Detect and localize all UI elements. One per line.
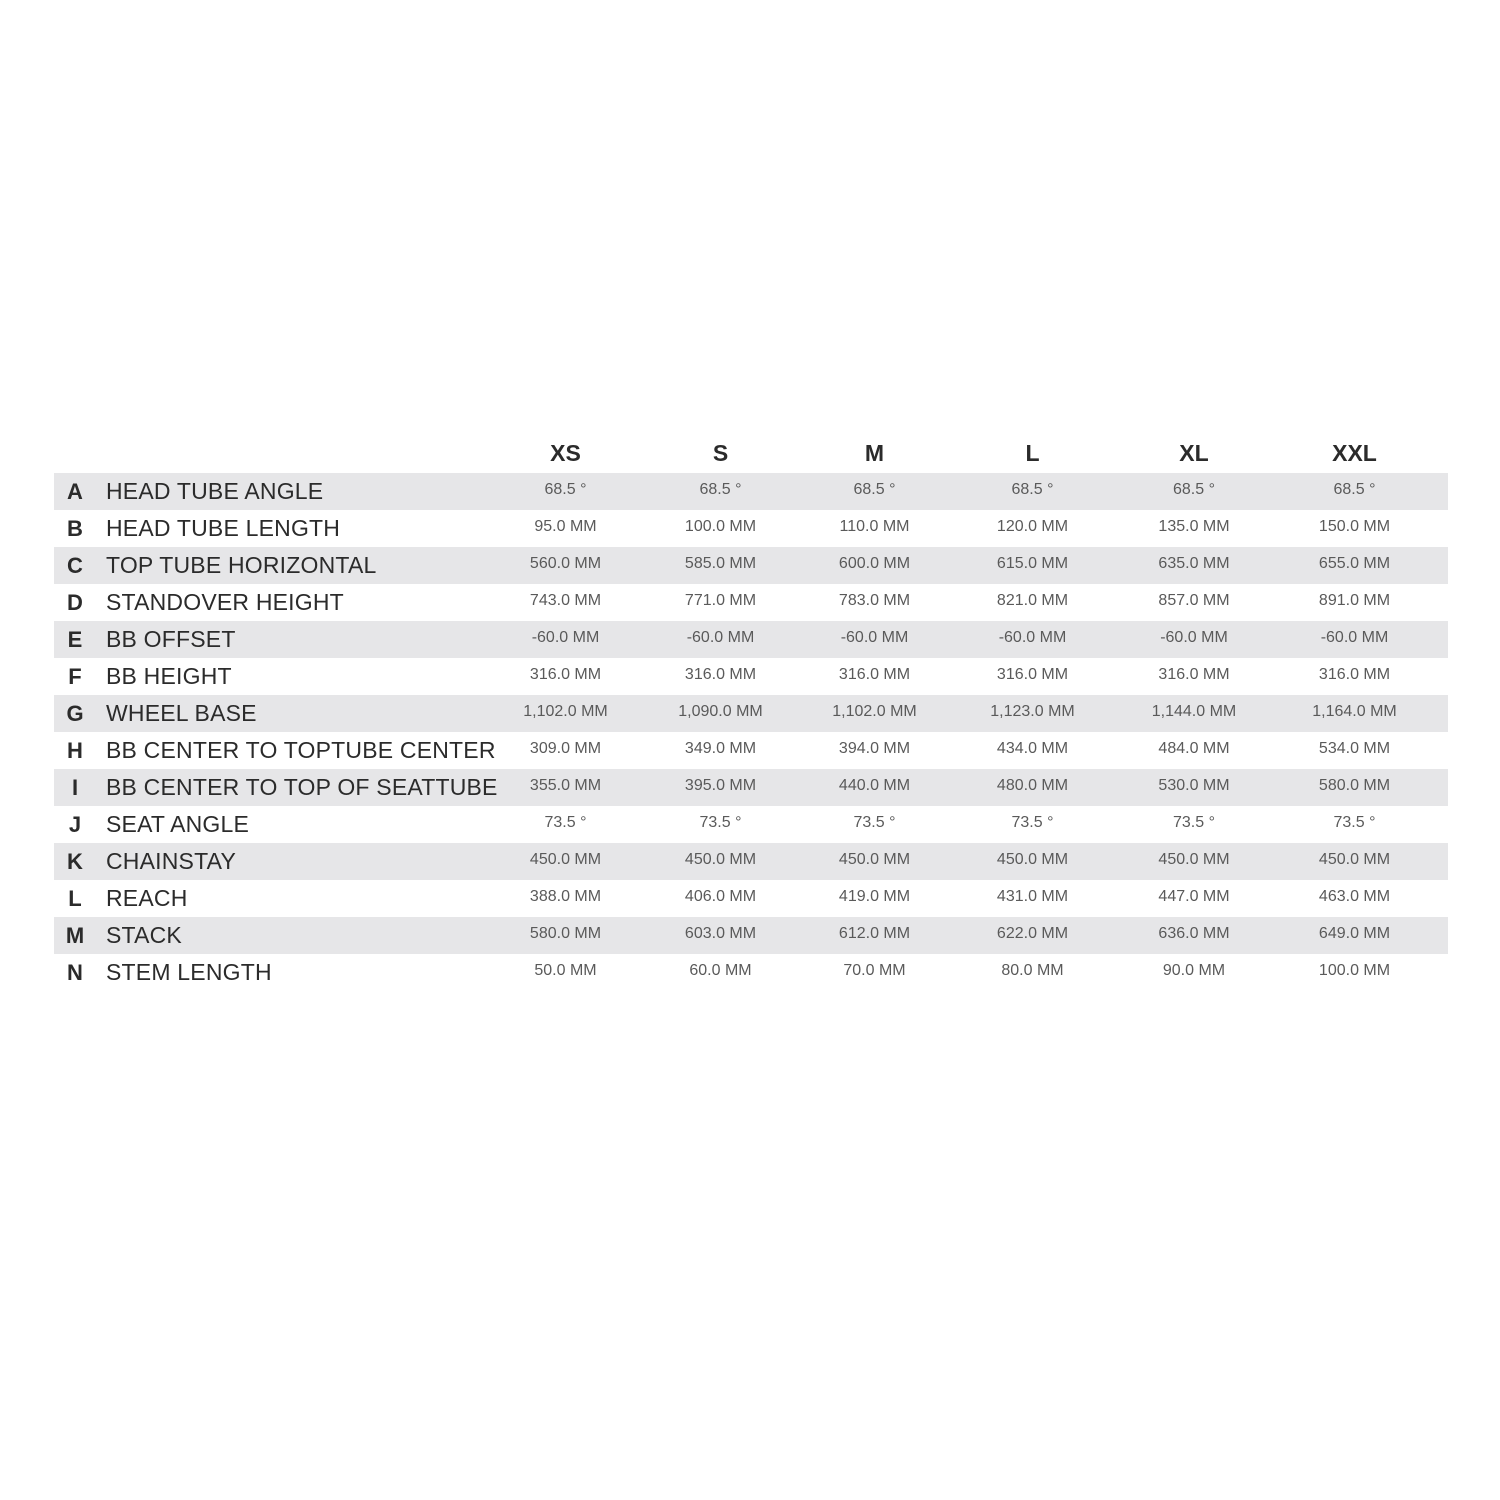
table-cell: -60.0 MM <box>686 628 755 646</box>
size-header-l: L <box>1025 439 1040 466</box>
table-cell: 406.0 MM <box>684 887 757 905</box>
table-cell: 1,090.0 MM <box>678 702 763 720</box>
row-letter: B <box>67 515 83 541</box>
table-cell: 90.0 MM <box>1162 961 1226 979</box>
geometry-table <box>54 433 1448 991</box>
row-letter: G <box>66 700 84 726</box>
table-cell: 95.0 MM <box>534 517 597 535</box>
table-cell: 612.0 MM <box>838 924 911 942</box>
table-cell: -60.0 MM <box>1320 628 1389 646</box>
table-row <box>54 584 1448 621</box>
table-cell: 316.0 MM <box>996 665 1069 683</box>
table-row <box>54 621 1448 658</box>
size-header-xs: XS <box>550 439 581 466</box>
table-cell: 580.0 MM <box>1318 776 1391 794</box>
table-cell: 431.0 MM <box>996 887 1069 905</box>
table-cell: 434.0 MM <box>996 739 1069 757</box>
row-label: BB CENTER TO TOP OF SEATTUBE <box>106 774 498 800</box>
table-row <box>54 510 1448 547</box>
row-letter: C <box>67 552 83 578</box>
table-cell: 120.0 MM <box>996 517 1069 535</box>
table-cell: 419.0 MM <box>838 887 911 905</box>
table-cell: 622.0 MM <box>996 924 1069 942</box>
table-cell: 450.0 MM <box>838 850 911 868</box>
table-row <box>54 547 1448 584</box>
table-cell: 743.0 MM <box>529 591 602 609</box>
table-cell: 100.0 MM <box>1318 961 1391 979</box>
table-row <box>54 880 1448 917</box>
table-cell: 600.0 MM <box>838 554 911 572</box>
table-cell: 450.0 MM <box>1318 850 1391 868</box>
table-cell: 440.0 MM <box>838 776 911 794</box>
table-cell: 771.0 MM <box>684 591 757 609</box>
table-cell: 1,123.0 MM <box>990 702 1075 720</box>
table-cell: 480.0 MM <box>996 776 1069 794</box>
row-letter: L <box>68 885 82 911</box>
table-cell: 585.0 MM <box>684 554 757 572</box>
table-cell: 450.0 MM <box>529 850 602 868</box>
table-row <box>54 769 1448 806</box>
table-cell: 560.0 MM <box>529 554 602 572</box>
table-cell: 135.0 MM <box>1158 517 1230 535</box>
row-label: STACK <box>106 922 182 948</box>
size-header-s: S <box>712 439 729 466</box>
table-row <box>54 917 1448 954</box>
table-cell: 316.0 MM <box>529 665 602 683</box>
table-cell: 1,144.0 MM <box>1151 702 1237 720</box>
row-letter: A <box>67 478 83 504</box>
table-cell: 50.0 MM <box>534 961 597 979</box>
table-row <box>54 658 1448 695</box>
table-cell: 355.0 MM <box>529 776 602 794</box>
table-row <box>54 954 1448 991</box>
row-letter: M <box>65 922 85 948</box>
table-cell: 615.0 MM <box>996 554 1069 572</box>
table-cell: 100.0 MM <box>684 517 757 535</box>
row-label: BB CENTER TO TOPTUBE CENTER <box>106 737 496 763</box>
table-cell: 603.0 MM <box>684 924 757 942</box>
table-cell: 68.5 ° <box>1333 480 1376 498</box>
row-label: STANDOVER HEIGHT <box>106 589 344 615</box>
table-cell: 395.0 MM <box>684 776 757 794</box>
table-cell: 316.0 MM <box>1158 665 1230 683</box>
table-cell: 68.5 ° <box>544 480 587 498</box>
size-header-xxl: XXL <box>1332 439 1377 466</box>
table-cell: -60.0 MM <box>1160 628 1228 646</box>
table-cell: 68.5 ° <box>1173 480 1215 498</box>
table-cell: 857.0 MM <box>1158 591 1230 609</box>
table-cell: 316.0 MM <box>1318 665 1391 683</box>
row-letter: K <box>67 848 83 874</box>
table-cell: 450.0 MM <box>684 850 757 868</box>
table-cell: 394.0 MM <box>838 739 911 757</box>
row-letter: D <box>67 589 83 615</box>
table-cell: 316.0 MM <box>838 665 911 683</box>
table-cell: 1,164.0 MM <box>1312 702 1397 720</box>
table-cell: 450.0 MM <box>1158 850 1230 868</box>
row-label: HEAD TUBE LENGTH <box>106 515 341 541</box>
table-cell: 70.0 MM <box>843 961 906 979</box>
table-cell: 580.0 MM <box>529 924 602 942</box>
row-letter: N <box>67 959 83 985</box>
table-cell: 1,102.0 MM <box>832 702 917 720</box>
table-cell: -60.0 MM <box>998 628 1067 646</box>
table-cell: 73.5 ° <box>1173 813 1215 831</box>
table-body <box>54 473 1448 991</box>
table-cell: 463.0 MM <box>1318 887 1391 905</box>
table-row <box>54 695 1448 732</box>
table-row <box>54 732 1448 769</box>
table-cell: 73.5 ° <box>544 813 587 831</box>
table-cell: 484.0 MM <box>1158 739 1230 757</box>
table-row <box>54 806 1448 843</box>
size-header-m: M <box>864 439 885 466</box>
table-cell: 110.0 MM <box>839 517 910 535</box>
table-cell: 349.0 MM <box>684 739 757 757</box>
table-cell: 68.5 ° <box>853 480 896 498</box>
table-cell: -60.0 MM <box>840 628 909 646</box>
table-cell: 73.5 ° <box>1011 813 1054 831</box>
table-cell: 68.5 ° <box>699 480 742 498</box>
row-letter: H <box>67 737 83 763</box>
table-cell: 1,102.0 MM <box>523 702 608 720</box>
row-label: REACH <box>106 885 188 911</box>
row-label: BB HEIGHT <box>106 663 232 689</box>
table-cell: 534.0 MM <box>1318 739 1391 757</box>
row-label: TOP TUBE HORIZONTAL <box>106 552 377 578</box>
table-cell: 73.5 ° <box>699 813 742 831</box>
row-label: STEM LENGTH <box>106 959 272 985</box>
row-label: HEAD TUBE ANGLE <box>106 478 324 504</box>
size-header-row <box>54 433 1448 473</box>
row-label: SEAT ANGLE <box>106 811 250 837</box>
row-letter: F <box>68 663 82 689</box>
table-cell: 447.0 MM <box>1158 887 1230 905</box>
row-letter: E <box>67 626 83 652</box>
row-letter: I <box>71 774 79 800</box>
table-cell: 60.0 MM <box>689 961 752 979</box>
table-cell: -60.0 MM <box>531 628 600 646</box>
table-cell: 655.0 MM <box>1318 554 1391 572</box>
table-cell: 821.0 MM <box>996 591 1069 609</box>
table-cell: 891.0 MM <box>1318 591 1391 609</box>
row-label: WHEEL BASE <box>106 700 257 726</box>
table-cell: 388.0 MM <box>529 887 602 905</box>
size-header-xl: XL <box>1179 439 1209 466</box>
table-cell: 73.5 ° <box>853 813 896 831</box>
row-label: BB OFFSET <box>106 626 236 652</box>
table-cell: 150.0 MM <box>1318 517 1391 535</box>
table-cell: 450.0 MM <box>996 850 1069 868</box>
table-cell: 635.0 MM <box>1158 554 1230 572</box>
row-letter: J <box>68 811 82 837</box>
row-label: CHAINSTAY <box>106 848 237 874</box>
table-cell: 80.0 MM <box>1001 961 1064 979</box>
table-cell: 530.0 MM <box>1158 776 1230 794</box>
table-cell: 68.5 ° <box>1011 480 1054 498</box>
table-row <box>54 473 1448 510</box>
table-cell: 636.0 MM <box>1158 924 1230 942</box>
table-cell: 316.0 MM <box>684 665 757 683</box>
table-cell: 73.5 ° <box>1333 813 1376 831</box>
table-cell: 309.0 MM <box>529 739 602 757</box>
table-row <box>54 843 1448 880</box>
table-cell: 783.0 MM <box>838 591 911 609</box>
table-cell: 649.0 MM <box>1318 924 1391 942</box>
